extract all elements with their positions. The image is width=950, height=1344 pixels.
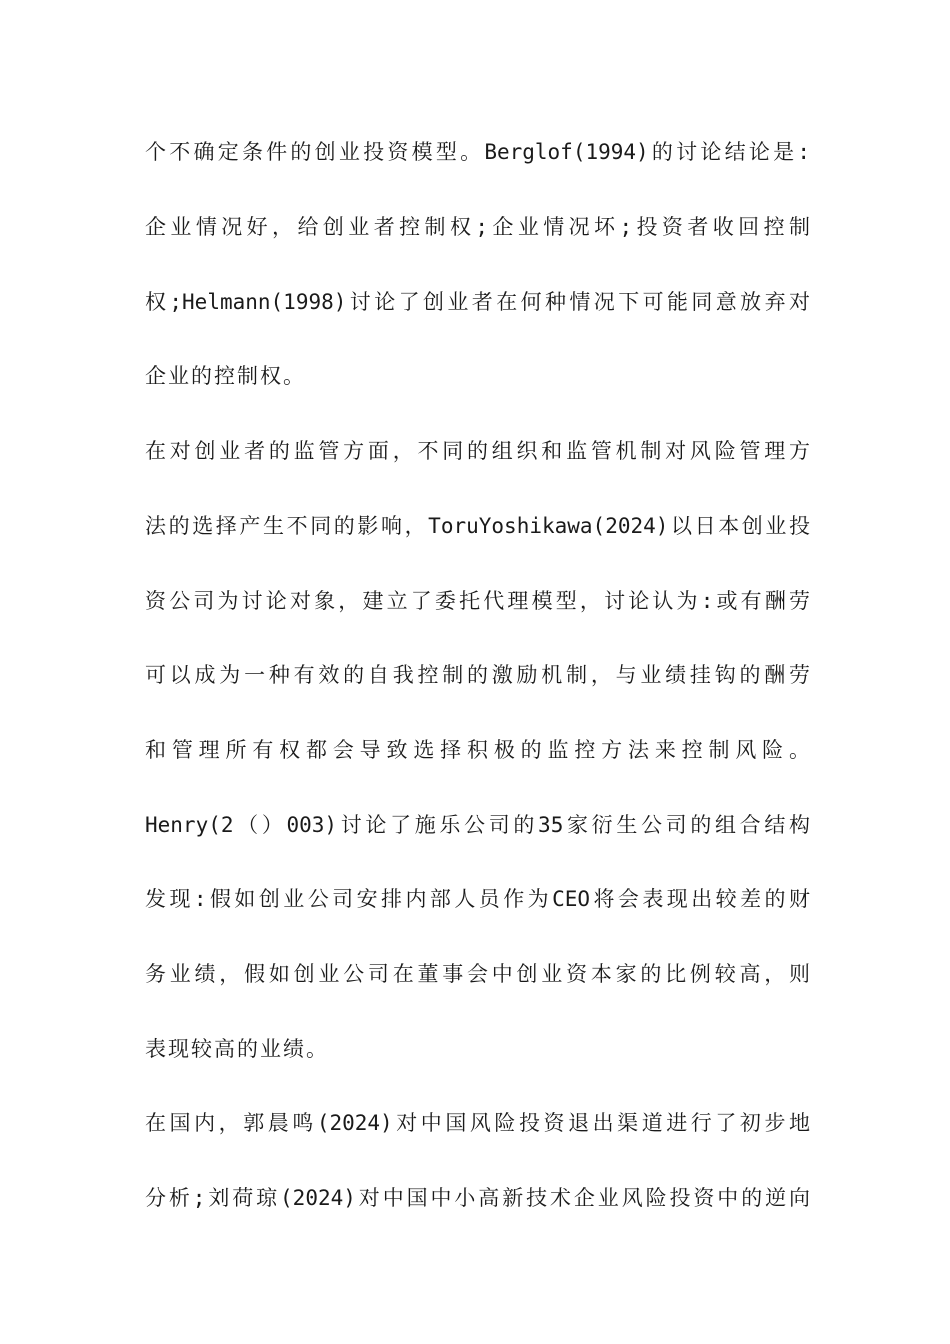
text-line: 在对创业者的监管方面，不同的组织和监管机制对风险管理方	[145, 439, 810, 463]
text-line: 企业情况好，给创业者控制权;企业情况坏;投资者收回控制	[145, 215, 810, 239]
text-line: 在国内，郭晨鸣(2024)对中国风险投资退出渠道进行了初步地	[145, 1111, 810, 1135]
text-line: 企业的控制权。	[145, 364, 306, 388]
text-line: Henry(2（）003)讨论了施乐公司的35家衍生公司的组合结构	[145, 813, 810, 837]
text-line: 分析;刘荷琼(2024)对中国中小高新技术企业风险投资中的逆向	[145, 1186, 810, 1210]
text-line: 表现较高的业绩。	[145, 1037, 329, 1061]
text-line: 务业绩，假如创业公司在董事会中创业资本家的比例较高，则	[145, 962, 810, 986]
text-line: 法的选择产生不同的影响，ToruYoshikawa(2024)以日本创业投	[145, 514, 810, 538]
text-line: 和管理所有权都会导致选择积极的监控方法来控制风险。	[145, 738, 810, 762]
text-line: 资公司为讨论对象，建立了委托代理模型，讨论认为:或有酬劳	[145, 589, 810, 613]
text-line: 个不确定条件的创业投资模型。Berglof(1994)的讨论结论是:	[145, 140, 810, 164]
text-line: 可以成为一种有效的自我控制的激励机制，与业绩挂钩的酬劳	[145, 663, 810, 687]
text-line: 发现:假如创业公司安排内部人员作为CEO将会表现出较差的财	[145, 887, 810, 911]
text-line: 权;Helmann(1998)讨论了创业者在何种情况下可能同意放弃对	[145, 290, 810, 314]
